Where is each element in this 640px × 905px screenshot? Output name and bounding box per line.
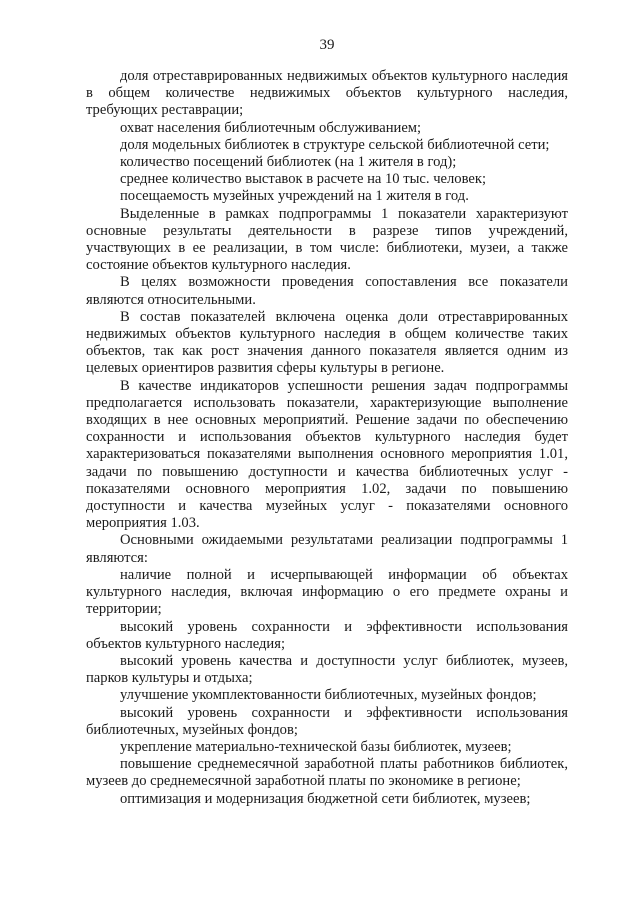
paragraph-indicator-model-libraries: доля модельных библиотек в структуре сельской библиотечной сети; <box>120 136 550 153</box>
paragraph-result-material-base: укрепление материально-технической базы библиотек, музеев; <box>120 738 512 755</box>
page-number: 39 <box>319 37 335 53</box>
paragraph-indicator-library-visits: количество посещений библиотек (на 1 жителя в год); <box>120 154 457 171</box>
paragraph-result-full-information: наличие полной и исчерпывающей информации об объектах культурного наследия, включая информацию о его предмете охраны и территории; <box>86 566 568 618</box>
paragraph-indicator-museum-attendance: посещаемость музейных учреждений на 1 жителя в год. <box>120 188 469 205</box>
paragraph-result-service-quality: высокий уровень качества и доступности услуг библиотек, музеев, парков культуры и отдыха; <box>86 652 568 687</box>
paragraph-indicator-exhibitions: среднее количество выставок в расчете на 10 тыс. человек; <box>120 171 487 188</box>
paragraph-expected-results-intro: Основными ожидаемыми результатами реализации подпрограммы 1 являются: <box>86 532 568 566</box>
paragraph-indicator-library-coverage: охват населения библиотечным обслуживанием; <box>120 119 422 136</box>
paragraph-result-fund-preservation: высокий уровень сохранности и эффективности использования библиотечных, музейных фондов; <box>86 704 568 738</box>
paragraph-result-network-optimization: оптимизация и модернизация бюджетной сети библиотек, музеев; <box>120 790 531 807</box>
document-body <box>86 68 568 808</box>
paragraph-result-heritage-preservation: высокий уровень сохранности и эффективности использования объектов культурного наследия; <box>86 618 568 652</box>
paragraph-result-fund-completeness: улучшение укомплектованности библиотечных, музейных фондов; <box>120 687 537 704</box>
paragraph-success-indicators: В качестве индикаторов успешности решения задач подпрограммы предполагается использовать показатели, характеризующие выполнение входящих в нее основных мероприятий. Решение задачи по обеспечению сохранности и использования объектов культурного наследия будет характеризоваться показателями выполнения основного мероприятия 1.01, задачи по повышению доступности и качества библиотечных услуг - показателями основного мероприятия 1.02, задачи по повышению доступности и качества музейных услуг - показателями основного мероприятия 1.03. <box>86 377 568 532</box>
paragraph-result-salary: повышение среднемесячной заработной платы работников библиотек, музеев до среднемесячной заработной платы по экономике в регионе; <box>86 756 568 790</box>
paragraph-indicators-description: Выделенные в рамках подпрограммы 1 показатели характеризуют основные результаты деятельности в разрезе типов учреждений, участвующих в ее реализации, в том числе: библиотеки, музеи, а также состояние объектов культурного наследия. <box>86 205 568 274</box>
paragraph-heritage-share: В состав показателей включена оценка доли отреставрированных недвижимых объектов культурного наследия в общем количестве таких объектов, так как рост значения данного показателя является одним из целевых ориентиров развития сферы культуры в регионе. <box>86 308 568 377</box>
paragraph-indicator-restored-objects: доля отреставрированных недвижимых объектов культурного наследия в общем количестве недвижимых объектов культурного наследия, требующих реставрации; <box>86 68 568 119</box>
paragraph-relative-indicators: В целях возможности проведения сопоставления все показатели являются относительными. <box>86 274 568 308</box>
